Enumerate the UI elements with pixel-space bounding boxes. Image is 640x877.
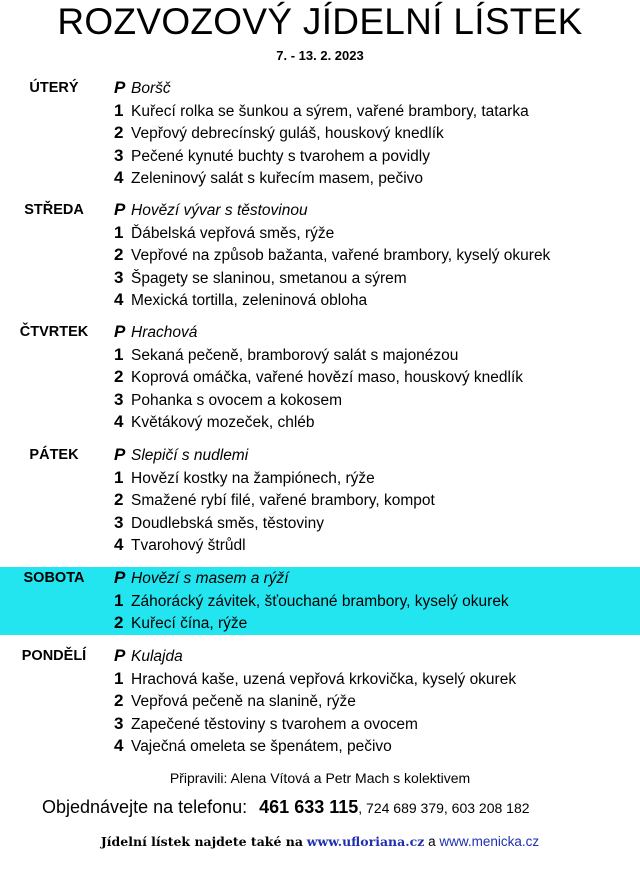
- day-block: [0, 567, 640, 635]
- day-block: [0, 77, 640, 187]
- day-block: [0, 199, 640, 309]
- meal-row: [114, 668, 516, 691]
- meal-text: Doudlebská směs, těstoviny: [131, 514, 324, 532]
- meal-text: Smažené rybí filé, vařené brambory, kompot: [131, 492, 435, 509]
- meal-number: P: [114, 78, 126, 97]
- footer-joiner: a: [428, 834, 436, 849]
- day-name: PONDĚLÍ: [21, 648, 87, 664]
- meal-row: [114, 167, 423, 190]
- meal-text: Vepřová pečeně na slanině, rýže: [131, 693, 356, 710]
- meal-row: [114, 366, 523, 389]
- meal-number: 4: [114, 736, 124, 755]
- meal-text: Sekaná pečeně, bramborový salát s majonézou: [131, 346, 459, 364]
- meal-text: Hovězí s masem a rýží: [131, 570, 289, 587]
- meal-text: Záhorácký závitek, šťouchané brambory, kyselý okurek: [131, 592, 509, 610]
- date-range: 7. - 13. 2. 2023: [276, 48, 364, 63]
- meal-text: Kuřecí rolka se šunkou a sýrem, vařené brambory, tatarka: [131, 102, 529, 120]
- meal-number: 3: [114, 267, 124, 287]
- meal-row: [114, 122, 444, 145]
- meal-text: Květákový mozeček, chléb: [131, 414, 315, 431]
- meal-text: Pečené kynuté buchty s tvarohem a povidly: [131, 147, 430, 165]
- meal-text: Špagety se slaninou, smetanou a sýrem: [131, 269, 407, 287]
- meal-number: 4: [114, 168, 124, 187]
- meal-number: 3: [114, 512, 124, 532]
- soup-row: [114, 199, 308, 222]
- meal-number: 1: [114, 100, 124, 120]
- meal-number: 1: [114, 590, 124, 610]
- meal-text: Hrachová kaše, uzená vepřová krkovička, kyselý okurek: [131, 670, 517, 688]
- meal-number: 1: [114, 668, 124, 688]
- meal-text: Vepřový debrecínský guláš, houskový knedlík: [131, 125, 444, 142]
- meal-text: Boršč: [131, 80, 171, 97]
- meal-row: [114, 222, 334, 245]
- meal-row: [114, 100, 529, 123]
- meal-row: [114, 612, 247, 635]
- day-name: SOBOTA: [23, 570, 85, 586]
- meal-number: P: [114, 200, 126, 219]
- meal-number: 3: [114, 389, 124, 409]
- meal-text: Mexická tortilla, zeleninová obloha: [131, 292, 368, 309]
- meal-row: [114, 389, 342, 412]
- meal-number: 3: [114, 145, 124, 165]
- meal-row: [114, 244, 550, 267]
- day-name: ČTVRTEK: [19, 324, 89, 340]
- meal-row: [114, 289, 367, 312]
- meal-row: [114, 534, 246, 557]
- link-menicka[interactable]: www.menicka.cz: [439, 834, 540, 849]
- meal-text: Slepičí s nudlemi: [131, 447, 249, 464]
- meal-text: Koprová omáčka, vařené hovězí maso, houskový knedlík: [131, 369, 524, 386]
- soup-row: [114, 645, 183, 668]
- meal-text: Zeleninový salát s kuřecím masem, pečivo: [131, 170, 424, 187]
- meal-number: 3: [114, 713, 124, 733]
- meal-row: [114, 344, 458, 367]
- day-block: [0, 444, 640, 554]
- meal-row: [114, 489, 435, 512]
- meal-text: Vaječná omeleta se špenátem, pečivo: [131, 738, 392, 755]
- meal-text: Tvarohový štrůdl: [131, 537, 246, 554]
- meal-text: Ďábelská vepřová směs, rýže: [131, 224, 335, 242]
- meal-number: 4: [114, 290, 124, 309]
- meal-text: Pohanka s ovocem a kokosem: [131, 391, 343, 409]
- meal-number: 2: [114, 367, 124, 386]
- meal-row: [114, 735, 392, 758]
- meal-row: [114, 590, 509, 613]
- meal-number: 2: [114, 691, 124, 710]
- meal-number: P: [114, 445, 126, 464]
- meal-text: Zapečené těstoviny s tvarohem a ovocem: [131, 715, 418, 733]
- soup-row: [114, 567, 289, 590]
- meal-row: [114, 512, 324, 535]
- prepared-by: Připravili: Alena Vítová a Petr Mach s kolektivem: [169, 770, 471, 786]
- link-ufloriana[interactable]: www.ufloriana.cz: [306, 834, 425, 849]
- meal-number: 2: [114, 123, 124, 142]
- soup-row: [114, 444, 248, 467]
- meal-number: 4: [114, 412, 124, 431]
- meal-row: [114, 145, 430, 168]
- meal-row: [114, 411, 315, 434]
- other-phones[interactable]: , 724 689 379, 603 208 182: [358, 800, 530, 816]
- meal-text: Vepřové na způsob bažanta, vařené brambory, kyselý okurek: [131, 247, 551, 264]
- meal-number: 2: [114, 613, 124, 632]
- meal-number: 1: [114, 222, 124, 242]
- day-block: [0, 645, 640, 755]
- meal-number: 2: [114, 490, 124, 509]
- meal-number: 4: [114, 535, 124, 554]
- meal-text: Hovězí vývar s těstovinou: [131, 202, 308, 219]
- footer-text: Jídelní lístek najdete také na: [100, 834, 303, 849]
- meal-number: P: [114, 646, 126, 665]
- main-phone[interactable]: 461 633 115: [259, 797, 359, 817]
- day-block: [0, 321, 640, 431]
- meal-text: Hrachová: [131, 324, 198, 341]
- meal-row: [114, 690, 356, 713]
- meal-text: Kulajda: [131, 648, 183, 665]
- meal-number: 2: [114, 245, 124, 264]
- order-line: [42, 795, 530, 821]
- meal-number: 1: [114, 344, 124, 364]
- meal-number: 1: [114, 467, 124, 487]
- meal-row: [114, 713, 418, 736]
- order-label: Objednávejte na telefonu:: [42, 797, 248, 817]
- soup-row: [114, 321, 197, 344]
- day-name: PÁTEK: [29, 447, 79, 463]
- soup-row: [114, 77, 171, 100]
- meal-text: Hovězí kostky na žampiónech, rýže: [131, 469, 375, 487]
- day-name: ÚTERÝ: [29, 80, 79, 96]
- meal-number: P: [114, 322, 126, 341]
- day-name: STŘEDA: [24, 202, 84, 218]
- page-title: ROZVOZOVÝ JÍDELNÍ LÍSTEK: [57, 1, 583, 42]
- meal-row: [114, 467, 375, 490]
- meal-text: Kuřecí čína, rýže: [131, 615, 248, 632]
- footer: [0, 834, 640, 849]
- meal-number: P: [114, 568, 126, 587]
- meal-row: [114, 267, 407, 290]
